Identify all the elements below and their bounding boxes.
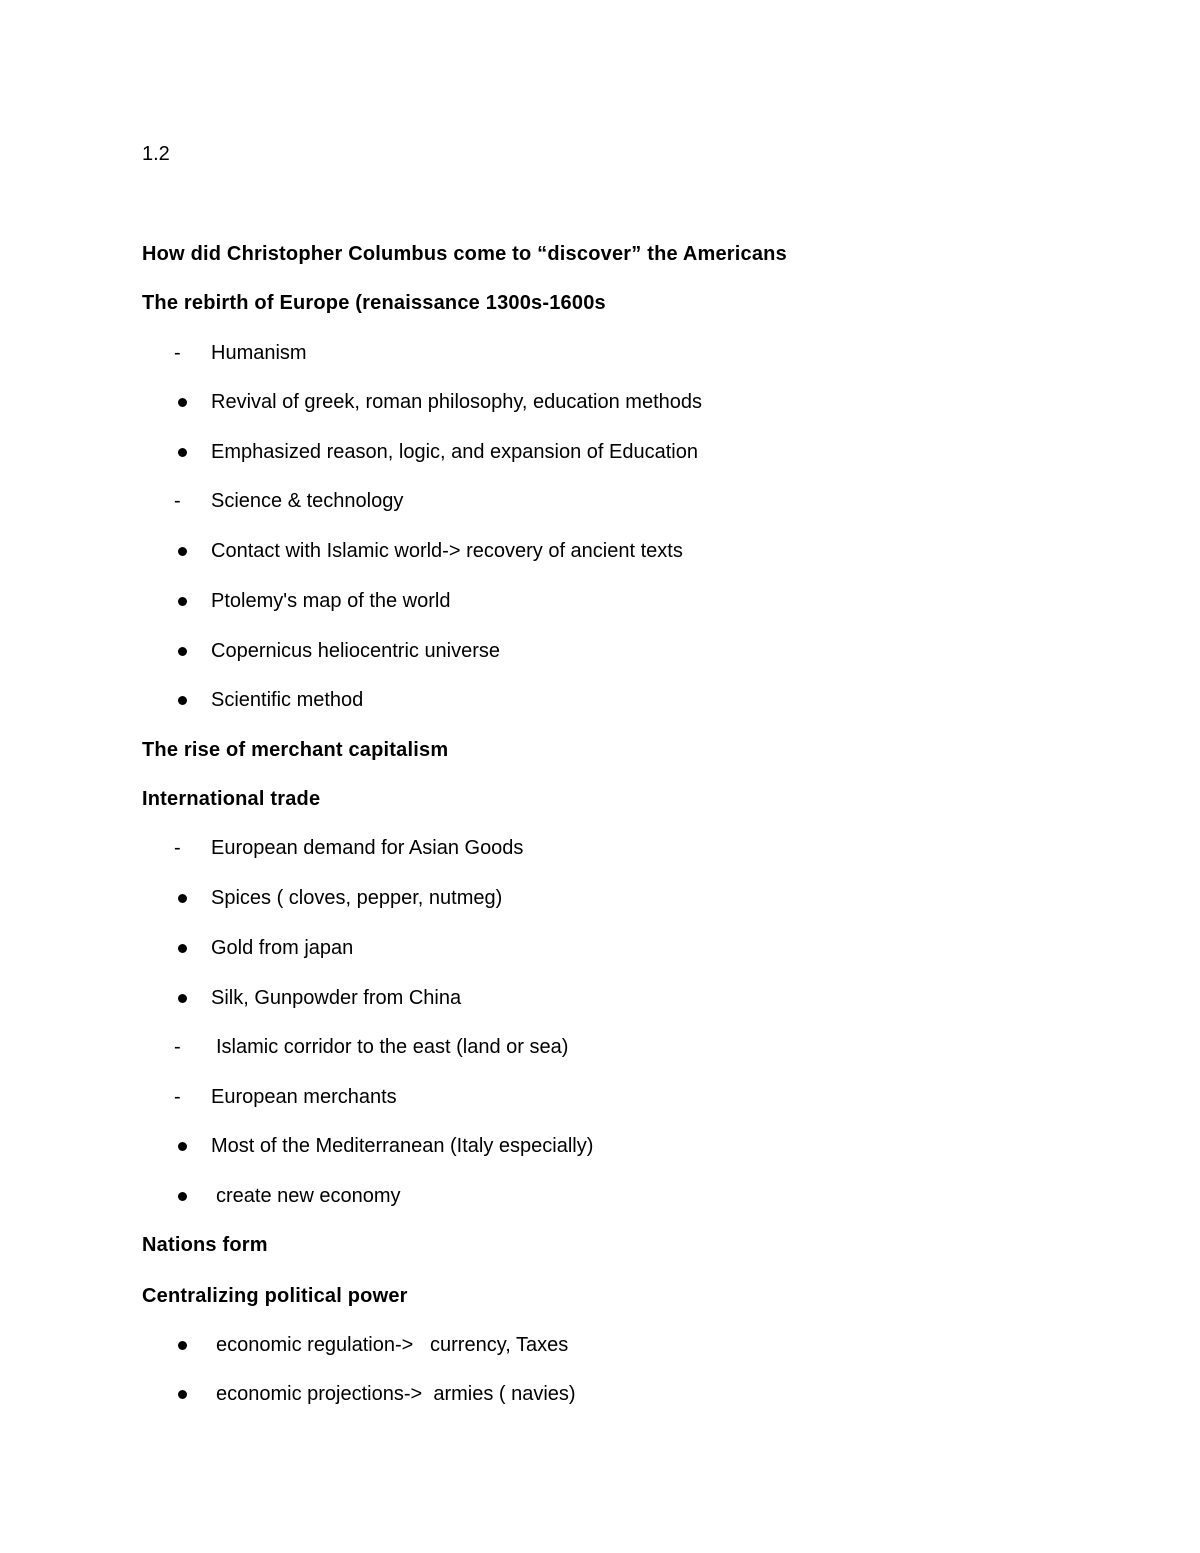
dash-icon xyxy=(174,835,194,861)
list-item xyxy=(0,1133,1200,1159)
list-item-text: Gold from japan xyxy=(211,937,354,959)
bullet-icon xyxy=(174,588,194,614)
dash-icon xyxy=(174,340,194,366)
section-number: 1.2 xyxy=(142,143,170,165)
heading-nations-form: Nations form xyxy=(142,1234,268,1256)
list-item xyxy=(0,488,1200,514)
list-item-text: Spices ( cloves, pepper, nutmeg) xyxy=(211,887,503,909)
list-item xyxy=(0,439,1200,465)
dash-icon xyxy=(174,488,194,514)
heading-centralizing-power: Centralizing political power xyxy=(142,1285,408,1307)
bullet-icon xyxy=(174,389,194,415)
list-item-text: Revival of greek, roman philosophy, education methods xyxy=(211,391,703,413)
list-item xyxy=(0,687,1200,713)
bullet-icon xyxy=(174,439,194,465)
bullet-icon xyxy=(174,1381,194,1407)
heading-rebirth-of-europe: The rebirth of Europe (renaissance 1300s-1600s xyxy=(142,292,606,314)
list-item xyxy=(0,1332,1200,1358)
list-item xyxy=(0,1183,1200,1209)
list-item-text: Emphasized reason, logic, and expansion of Education xyxy=(211,441,698,463)
list-item xyxy=(0,1084,1200,1110)
list-item xyxy=(0,1381,1200,1407)
list-item xyxy=(0,588,1200,614)
heading-international-trade: International trade xyxy=(142,788,321,810)
bullet-icon xyxy=(174,638,194,664)
bullet-icon xyxy=(174,1332,194,1358)
bullet-icon xyxy=(174,1183,194,1209)
dash-icon xyxy=(174,1034,194,1060)
list-item-text: Silk, Gunpowder from China xyxy=(211,987,462,1009)
list-item-text: economic regulation-> currency, Taxes xyxy=(216,1334,569,1356)
bullet-icon xyxy=(174,687,194,713)
dash-icon xyxy=(174,1084,194,1110)
heading-main-question: How did Christopher Columbus come to “discover” the Americans xyxy=(142,243,787,265)
bullet-icon xyxy=(174,1133,194,1159)
bullet-icon xyxy=(174,935,194,961)
bullet-icon xyxy=(174,885,194,911)
list-item-text: Contact with Islamic world-> recovery of ancient texts xyxy=(211,540,683,562)
list-item-text: Copernicus heliocentric universe xyxy=(211,640,501,662)
list-item-text: Ptolemy's map of the world xyxy=(211,590,451,612)
list-item-text: create new economy xyxy=(216,1185,401,1207)
list-item-text: Scientific method xyxy=(211,689,364,711)
list-item xyxy=(0,935,1200,961)
list-item-text: European merchants xyxy=(211,1086,397,1108)
list-item xyxy=(0,885,1200,911)
bullet-icon xyxy=(174,985,194,1011)
list-item xyxy=(0,835,1200,861)
list-item-text: Most of the Mediterranean (Italy especially) xyxy=(211,1135,594,1157)
list-item xyxy=(0,538,1200,564)
list-item xyxy=(0,389,1200,415)
list-item-text: Islamic corridor to the east (land or sea) xyxy=(216,1036,569,1058)
heading-merchant-capitalism: The rise of merchant capitalism xyxy=(142,739,449,761)
list-item xyxy=(0,1034,1200,1060)
list-item xyxy=(0,985,1200,1011)
list-item-text: Science & technology xyxy=(211,490,404,512)
list-item-text: economic projections-> armies ( navies) xyxy=(216,1383,576,1405)
list-item xyxy=(0,638,1200,664)
list-item xyxy=(0,340,1200,366)
bullet-icon xyxy=(174,538,194,564)
list-item-text: European demand for Asian Goods xyxy=(211,837,524,859)
list-item-text: Humanism xyxy=(211,342,307,364)
